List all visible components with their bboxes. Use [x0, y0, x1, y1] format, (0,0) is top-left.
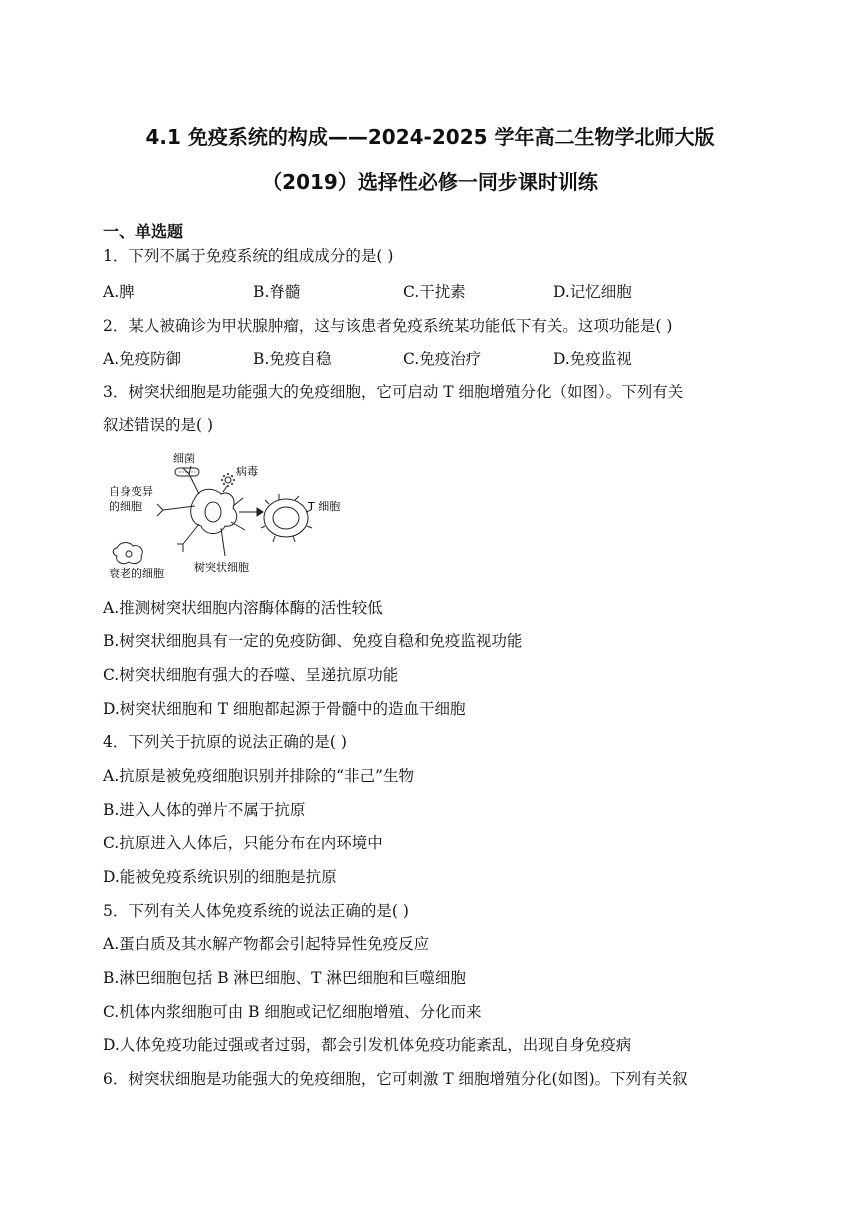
question-4-option-b: B.进入人体的弹片不属于抗原 — [103, 801, 306, 819]
question-6-stem: 6．树突状细胞是功能强大的免疫细胞，它可刺激 T 细胞增殖分化(如图)。下列有关叙 — [103, 1070, 688, 1088]
question-3-option-c: C.树突状细胞有强大的吞噬、呈递抗原功能 — [103, 666, 399, 684]
question-1-option-d: D.记忆细胞 — [553, 283, 632, 301]
document-title-line-1: 4.1 免疫系统的构成——2024-2025 学年高二生物学北师大版 — [145, 125, 715, 149]
question-1-stem: 1．下列不属于免疫系统的组成成分的是( ) — [103, 247, 394, 265]
question-3-option-b: B.树突状细胞具有一定的免疫防御、免疫自稳和免疫监视功能 — [103, 632, 523, 650]
figure-label-bacteria: 细菌 — [173, 452, 195, 465]
question-4-option-a: A.抗原是被免疫细胞识别并排除的“非己”生物 — [103, 767, 414, 785]
question-5-option-d: D.人体免疫功能过强或者过弱，都会引发机体免疫功能紊乱，出现自身免疫病 — [103, 1036, 632, 1054]
question-5-option-a: A.蛋白质及其水解产物都会引起特异性免疫反应 — [103, 935, 430, 953]
dendritic-cell-shape — [157, 466, 245, 556]
question-5-option-c: C.机体内浆细胞可由 B 细胞或记忆细胞增殖、分化而来 — [103, 1003, 482, 1021]
virus-shape — [221, 473, 235, 487]
question-3-stem-line-2: 叙述错误的是( ) — [103, 416, 214, 434]
question-4-option-c: C.抗原进入人体后，只能分布在内环境中 — [103, 834, 383, 852]
question-4-option-d: D.能被免疫系统识别的细胞是抗原 — [103, 868, 337, 886]
question-1-option-a: A.脾 — [103, 283, 135, 301]
question-2-option-d: D.免疫监视 — [553, 350, 632, 368]
question-3-option-d: D.树突状细胞和 T 细胞都起源于骨髓中的造血干细胞 — [103, 700, 466, 718]
question-2-option-a: A.免疫防御 — [103, 350, 182, 368]
section-heading: 一、单选题 — [103, 222, 184, 241]
question-5-option-b: B.淋巴细胞包括 B 淋巴细胞、T 淋巴细胞和巨噬细胞 — [103, 969, 466, 987]
figure-label-t-cell: T 细胞 — [308, 500, 341, 513]
figure-label-self-mutant-2: 的细胞 — [109, 500, 142, 513]
question-2-option-b: B.免疫自稳 — [253, 350, 332, 368]
dendritic-cell-figure — [103, 448, 363, 583]
question-3-stem-line-1: 3．树突状细胞是功能强大的免疫细胞，它可启动 T 细胞增殖分化（如图）。下列有关 — [103, 383, 684, 401]
question-5-stem: 5．下列有关人体免疫系统的说法正确的是( ) — [103, 902, 409, 920]
question-1-option-c: C.干扰素 — [403, 283, 466, 301]
figure-label-dendritic-cell: 树突状细胞 — [194, 561, 249, 574]
figure-label-self-mutant-1: 自身变异 — [109, 485, 153, 498]
question-4-stem: 4．下列关于抗原的说法正确的是( ) — [103, 733, 347, 751]
arrow-to-t-cell — [239, 508, 263, 516]
question-1-option-b: B.脊髓 — [253, 283, 301, 301]
figure-label-aging-cell: 衰老的细胞 — [109, 567, 164, 580]
aging-cell-shape — [113, 543, 142, 564]
question-2-stem: 2．某人被确诊为甲状腺肿瘤，这与该患者免疫系统某功能低下有关。这项功能是( ) — [103, 317, 673, 335]
t-cell-shape — [261, 494, 312, 542]
question-2-option-c: C.免疫治疗 — [403, 350, 482, 368]
question-3-option-a: A.推测树突状细胞内溶酶体酶的活性较低 — [103, 599, 383, 617]
document-title-line-2: （2019）选择性必修一同步课时训练 — [262, 170, 598, 194]
figure-label-virus: 病毒 — [236, 465, 258, 478]
